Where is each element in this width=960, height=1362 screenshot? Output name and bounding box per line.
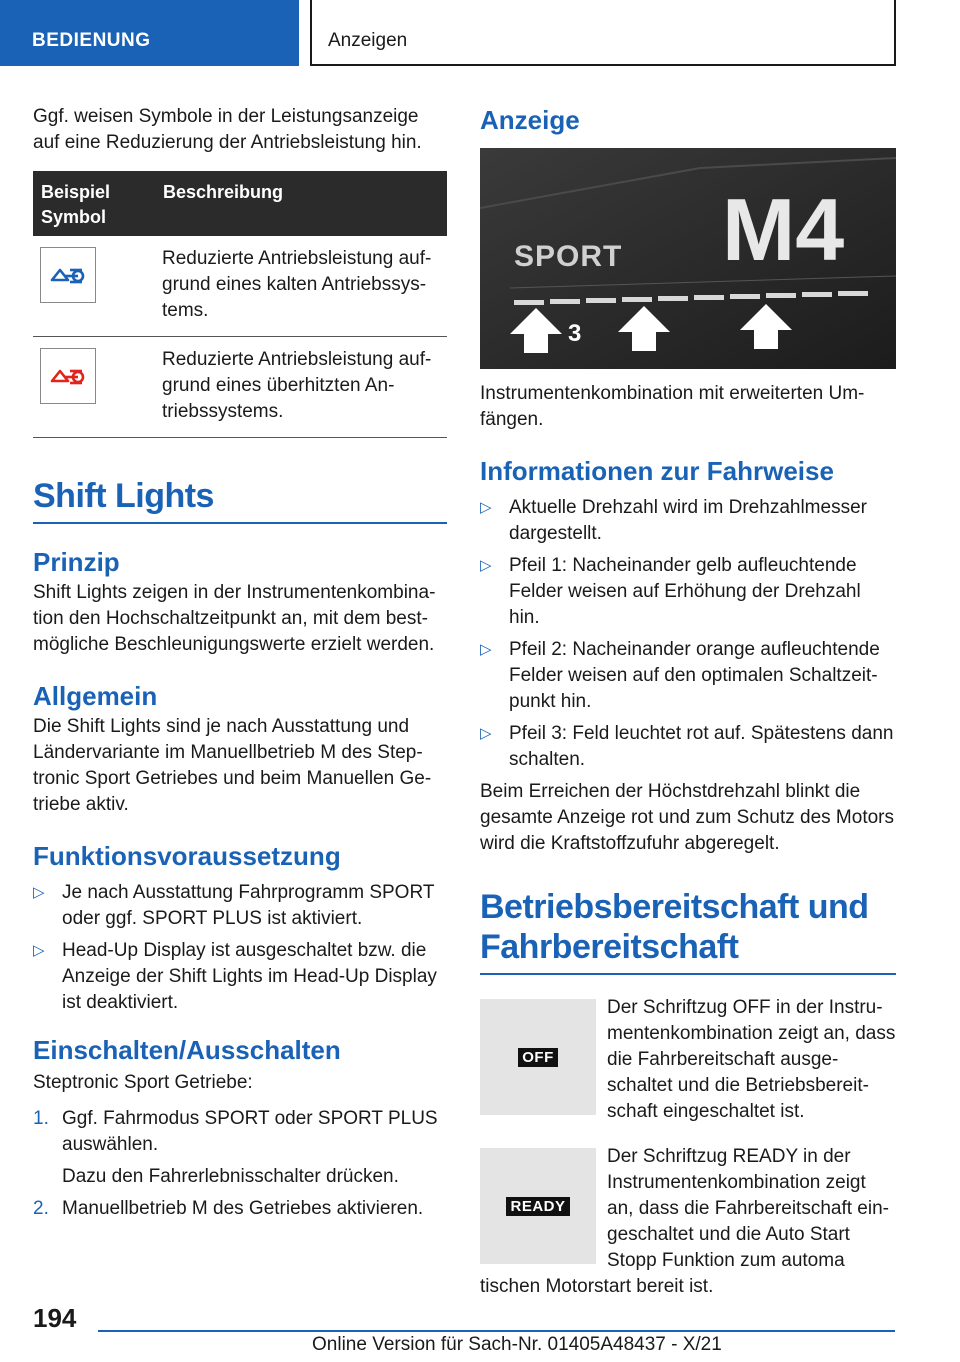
triangle-bullet-icon: ▷ — [480, 499, 492, 516]
steps-list — [33, 1106, 447, 1222]
cluster-gear-label: M4 — [722, 180, 845, 279]
off-text: Der Schriftzug OFF in der Instrumentenkombination zeigt an, dass die Fahrbereitschaft ausgeschaltet und die Betriebsbereitschaft eingeschaltet ist. — [607, 997, 896, 1122]
off-badge: OFF — [518, 1048, 558, 1067]
footer-text: Online Version für Sach-Nr. 01405A48437 - X/21 — [312, 1334, 722, 1355]
info-text: Beim Erreichen der Höchstdrehzahl blinkt die gesamte Anzeige rot und zum Schutz des Motors wird die Kraftstoffzufuhr abgeregelt. — [480, 781, 894, 854]
allgemein-text: Die Shift Lights sind je nach Ausstattung und Ländervariante im Manuellbetrieb M des Steptronic Sport Getriebes und beim Manuellen Getriebe aktiv. — [33, 716, 432, 815]
table-row — [33, 337, 447, 438]
left-column — [33, 104, 447, 1228]
subtitle-informationen: Informationen zur Fahrweise — [480, 456, 834, 486]
triangle-bullet-icon: ▷ — [480, 641, 492, 658]
reduced-power-hot-icon — [40, 348, 96, 404]
ready-indicator-image — [480, 1148, 596, 1264]
page-number: 194 — [33, 1303, 77, 1333]
funktion-list — [33, 880, 447, 1016]
subtitle-prinzip: Prinzip — [33, 547, 120, 577]
table-row — [33, 236, 447, 337]
section-tab: BEDIENUNG — [0, 0, 299, 66]
list-item: 2. Manuellbetrieb M des Getriebes aktivieren. — [33, 1198, 424, 1219]
list-item: ▷ Je nach Ausstattung Fahrprogramm SPORT oder ggf. SPORT PLUS ist aktiviert. — [33, 882, 435, 929]
list-item: 1. Ggf. Fahrmodus SPORT oder SPORT PLUS auswählen. Dazu den Fahrerlebnisschalter drücken. — [33, 1108, 438, 1187]
image-caption: Instrumentenkombination mit erweiterten Umfängen. — [480, 383, 865, 430]
instrument-cluster-image — [480, 148, 896, 369]
info-list — [480, 495, 896, 773]
subtitle-anzeige: Anzeige — [480, 105, 580, 135]
list-item: ▷ Pfeil 2: Nacheinander orange aufleuchtende Felder weisen auf den optimalen Schaltzeitpunkt hin. — [480, 639, 880, 712]
list-item: ▷ Aktuelle Drehzahl wird im Drehzahlmesser dargestellt. — [480, 497, 867, 544]
status-section — [480, 999, 896, 1299]
triangle-bullet-icon: ▷ — [33, 884, 45, 901]
row-description: Reduzierte Antriebsleistung aufgrund eines überhitzten Antriebssystems. — [155, 337, 447, 438]
intro-text: Ggf. weisen Symbole in der Leistungsanzeige auf eine Reduzierung der Antriebsleistung hin. — [33, 106, 422, 153]
symbol-table — [33, 171, 447, 438]
triangle-bullet-icon: ▷ — [33, 942, 45, 959]
off-indicator-image — [480, 999, 596, 1115]
ready-badge: READY — [506, 1197, 569, 1216]
ready-text-continued: tischen Motorstart bereit ist. — [480, 1276, 714, 1297]
arrow-label-1: 1 — [762, 318, 776, 345]
footer-divider — [98, 1330, 895, 1332]
einschalten-text: Steptronic Sport Getriebe: — [33, 1072, 253, 1093]
triangle-bullet-icon: ▷ — [480, 725, 492, 742]
prinzip-text: Shift Lights zeigen in der Instrumentenkombination den Hochschaltzeitpunkt an, mit dem bestmögliche Beschleunigungswerte erzielt werden. — [33, 582, 436, 655]
right-column — [480, 96, 896, 1299]
arrow-label-3: 3 — [568, 320, 582, 347]
table-header-symbol: Beispiel Symbol — [33, 171, 155, 236]
cluster-mode-label: SPORT — [514, 240, 623, 273]
ready-text: Der Schriftzug READY in der Instrumentenkombination zeigt an, dass die Fahrbereitschaft eingeschaltet und die Auto Start Stopp Funktion zum automa — [607, 1146, 889, 1271]
subtitle-funktionsvoraussetzung: Funktionsvoraussetzung — [33, 841, 341, 871]
page-header-title: Anzeigen — [310, 0, 896, 66]
section-title-betriebsbereitschaft: Betriebsbereitschaft und Fahrbereitschaft — [480, 887, 896, 975]
list-item: ▷ Pfeil 1: Nacheinander gelb aufleuchtende Felder weisen auf Erhöhung der Drehzahl hin. — [480, 555, 861, 628]
row-description: Reduzierte Antriebsleistung aufgrund eines kalten Antriebssystems. — [155, 236, 447, 337]
section-title-shift-lights: Shift Lights — [33, 476, 447, 524]
reduced-power-cold-icon — [40, 247, 96, 303]
subtitle-allgemein: Allgemein — [33, 681, 158, 711]
triangle-bullet-icon: ▷ — [480, 557, 492, 574]
arrow-label-2: 2 — [640, 320, 654, 347]
list-item: ▷ Head-Up Display ist ausgeschaltet bzw. die Anzeige der Shift Lights im Head-Up Display ist deaktiviert. — [33, 940, 437, 1013]
table-header-description: Beschreibung — [155, 171, 447, 236]
subtitle-einschalten: Einschalten/Ausschalten — [33, 1035, 341, 1065]
list-item: ▷ Pfeil 3: Feld leuchtet rot auf. Spätestens dann schalten. — [480, 723, 894, 770]
